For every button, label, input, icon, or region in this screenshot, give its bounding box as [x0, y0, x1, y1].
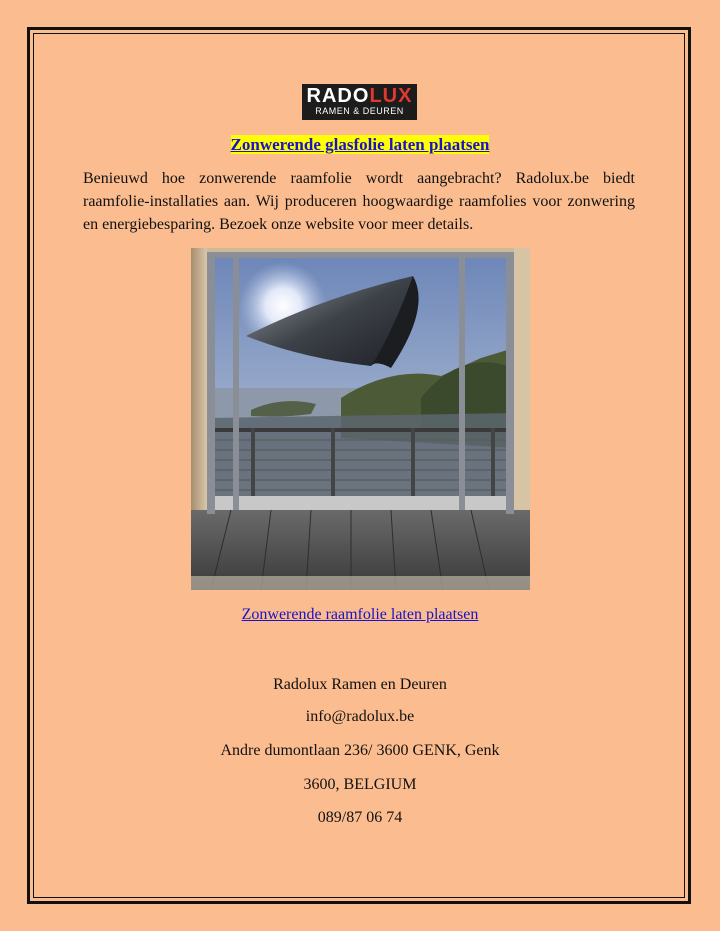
- contact-email: info@radolux.be: [305, 708, 415, 725]
- window-film-photo: [191, 248, 530, 590]
- intro-paragraph: Benieuwd hoe zonwerende raamfolie wordt aangebracht? Radolux.be biedt raamfolie-installaties aan. Wij produceren hoogwaardige raamfolies voor zonwering en energiebesparing. Bezoek onze website voor meer details.: [83, 170, 635, 233]
- logo-tagline: RAMEN & DEUREN: [315, 106, 404, 116]
- logo-brand-part2: LUX: [369, 85, 413, 107]
- document-title: [0, 135, 720, 155]
- contact-company: Radolux Ramen en Deuren: [273, 676, 447, 693]
- logo-brand-part1: RADO: [306, 85, 370, 107]
- title-link[interactable]: Zonwerende glasfolie laten plaatsen: [230, 135, 490, 154]
- raamfolie-link[interactable]: Zonwerende raamfolie laten plaatsen: [241, 606, 479, 623]
- logo-brand: [302, 84, 417, 106]
- radolux-logo: [302, 84, 417, 120]
- contact-phone: 089/87 06 74: [317, 809, 403, 826]
- contact-address: Andre dumontlaan 236/ 3600 GENK, Genk: [220, 742, 500, 759]
- contact-city: 3600, BELGIUM: [303, 776, 417, 793]
